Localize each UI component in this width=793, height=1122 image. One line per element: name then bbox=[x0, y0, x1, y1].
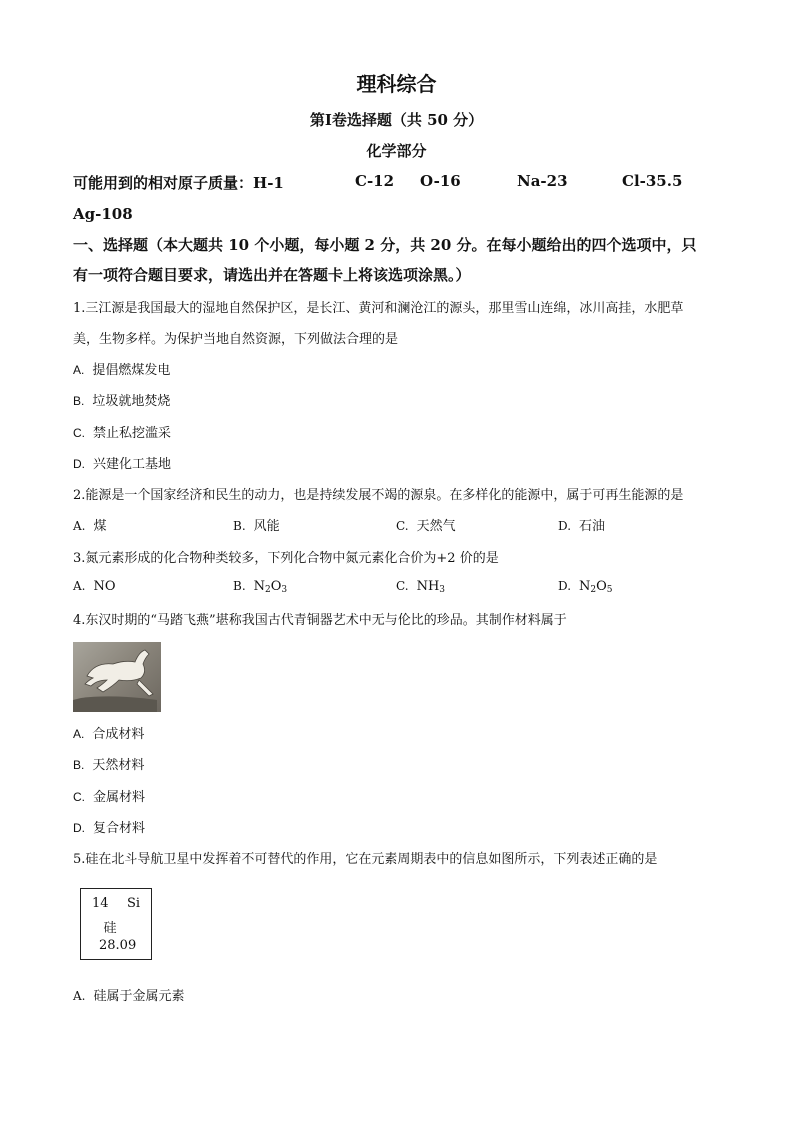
q2-option-d: D. 石油 bbox=[558, 519, 606, 534]
q4-option-d: D. 复合材料 bbox=[73, 821, 146, 836]
atomic-mass-label: 可能用到的相对原子质量：H-1 bbox=[73, 174, 284, 192]
atomic-mass-na: Na-23 bbox=[517, 172, 568, 190]
galloping-horse-icon bbox=[73, 642, 161, 712]
q2-option-a: A. 煤 bbox=[73, 519, 107, 534]
part1-heading-line2: 有一项符合题目要求，请选出并在答题卡上将该选项涂黑。） bbox=[73, 266, 471, 284]
q5-option-a: A. 硅属于金属元素 bbox=[73, 989, 185, 1004]
atomic-mass-h: H-1 bbox=[253, 174, 284, 192]
q3-option-a: A. NO bbox=[73, 579, 116, 594]
q1-option-a: A. 提倡燃煤发电 bbox=[73, 363, 171, 378]
bronze-horse-photo bbox=[73, 642, 161, 712]
q1-option-d: D. 兴建化工基地 bbox=[73, 457, 172, 472]
atomic-mass-c: C-12 bbox=[355, 172, 395, 190]
q1-option-b: B. 垃圾就地焚烧 bbox=[73, 394, 171, 409]
q3-option-b: B. $N_2O_3$ bbox=[233, 579, 288, 595]
q1-stem-line1: 1.三江源是我国最大的湿地自然保护区，是长江、黄河和澜沧江的源头，那里雪山连绵，冰川高挂，水肥草 bbox=[73, 301, 684, 316]
q3-option-d: D. $N_2O_5$ bbox=[558, 579, 613, 595]
part1-heading-line1: 一、选择题（本大题共 10 个小题，每小题 2 分，共 20 分。在每小题给出的四个选项中，只 bbox=[73, 236, 697, 254]
q5-stem: 5.硅在北斗导航卫星中发挥着不可替代的作用，它在元素周期表中的信息如图所示，下列表述正确的是 bbox=[73, 852, 658, 867]
q4-option-c: C. 金属材料 bbox=[73, 790, 146, 805]
silicon-element-card bbox=[80, 888, 152, 960]
q1-option-c: C. 禁止私挖滥采 bbox=[73, 426, 172, 441]
q4-stem: 4.东汉时期的“马踏飞燕”堪称我国古代青铜器艺术中无与伦比的珍品。其制作材料属于 bbox=[73, 613, 567, 628]
q3-stem: 3.氮元素形成的化合物种类较多，下列化合物中氮元素化合价为+2 价的是 bbox=[73, 551, 499, 566]
q4-option-b: B. 天然材料 bbox=[73, 758, 145, 773]
q2-stem: 2.能源是一个国家经济和民生的动力，也是持续发展不竭的源泉。在多样化的能源中，属于可再生能源的是 bbox=[73, 488, 684, 503]
element-symbol: Si bbox=[127, 896, 141, 911]
q3-option-c: C. $NH_3$ bbox=[396, 579, 446, 595]
atomic-mass-o: O-16 bbox=[420, 172, 461, 190]
q4-option-a: A. 合成材料 bbox=[73, 727, 145, 742]
paper-subtitle: 第Ⅰ卷选择题（共 50 分） bbox=[309, 111, 484, 129]
section-title: 化学部分 bbox=[366, 142, 427, 160]
atomic-mass-cl: Cl-35.5 bbox=[622, 172, 683, 190]
q2-option-b: B. 风能 bbox=[233, 519, 280, 534]
atomic-number: 14 bbox=[92, 896, 109, 911]
q2-option-c: C. 天然气 bbox=[396, 519, 456, 534]
relative-atomic-mass: 28.09 bbox=[99, 938, 137, 953]
q1-stem-line2: 美，生物多样。为保护当地自然资源，下列做法合理的是 bbox=[73, 332, 399, 347]
element-name: 硅 bbox=[103, 921, 117, 936]
page-title: 理科综合 bbox=[356, 72, 437, 96]
atomic-mass-ag: Ag-108 bbox=[73, 205, 133, 223]
